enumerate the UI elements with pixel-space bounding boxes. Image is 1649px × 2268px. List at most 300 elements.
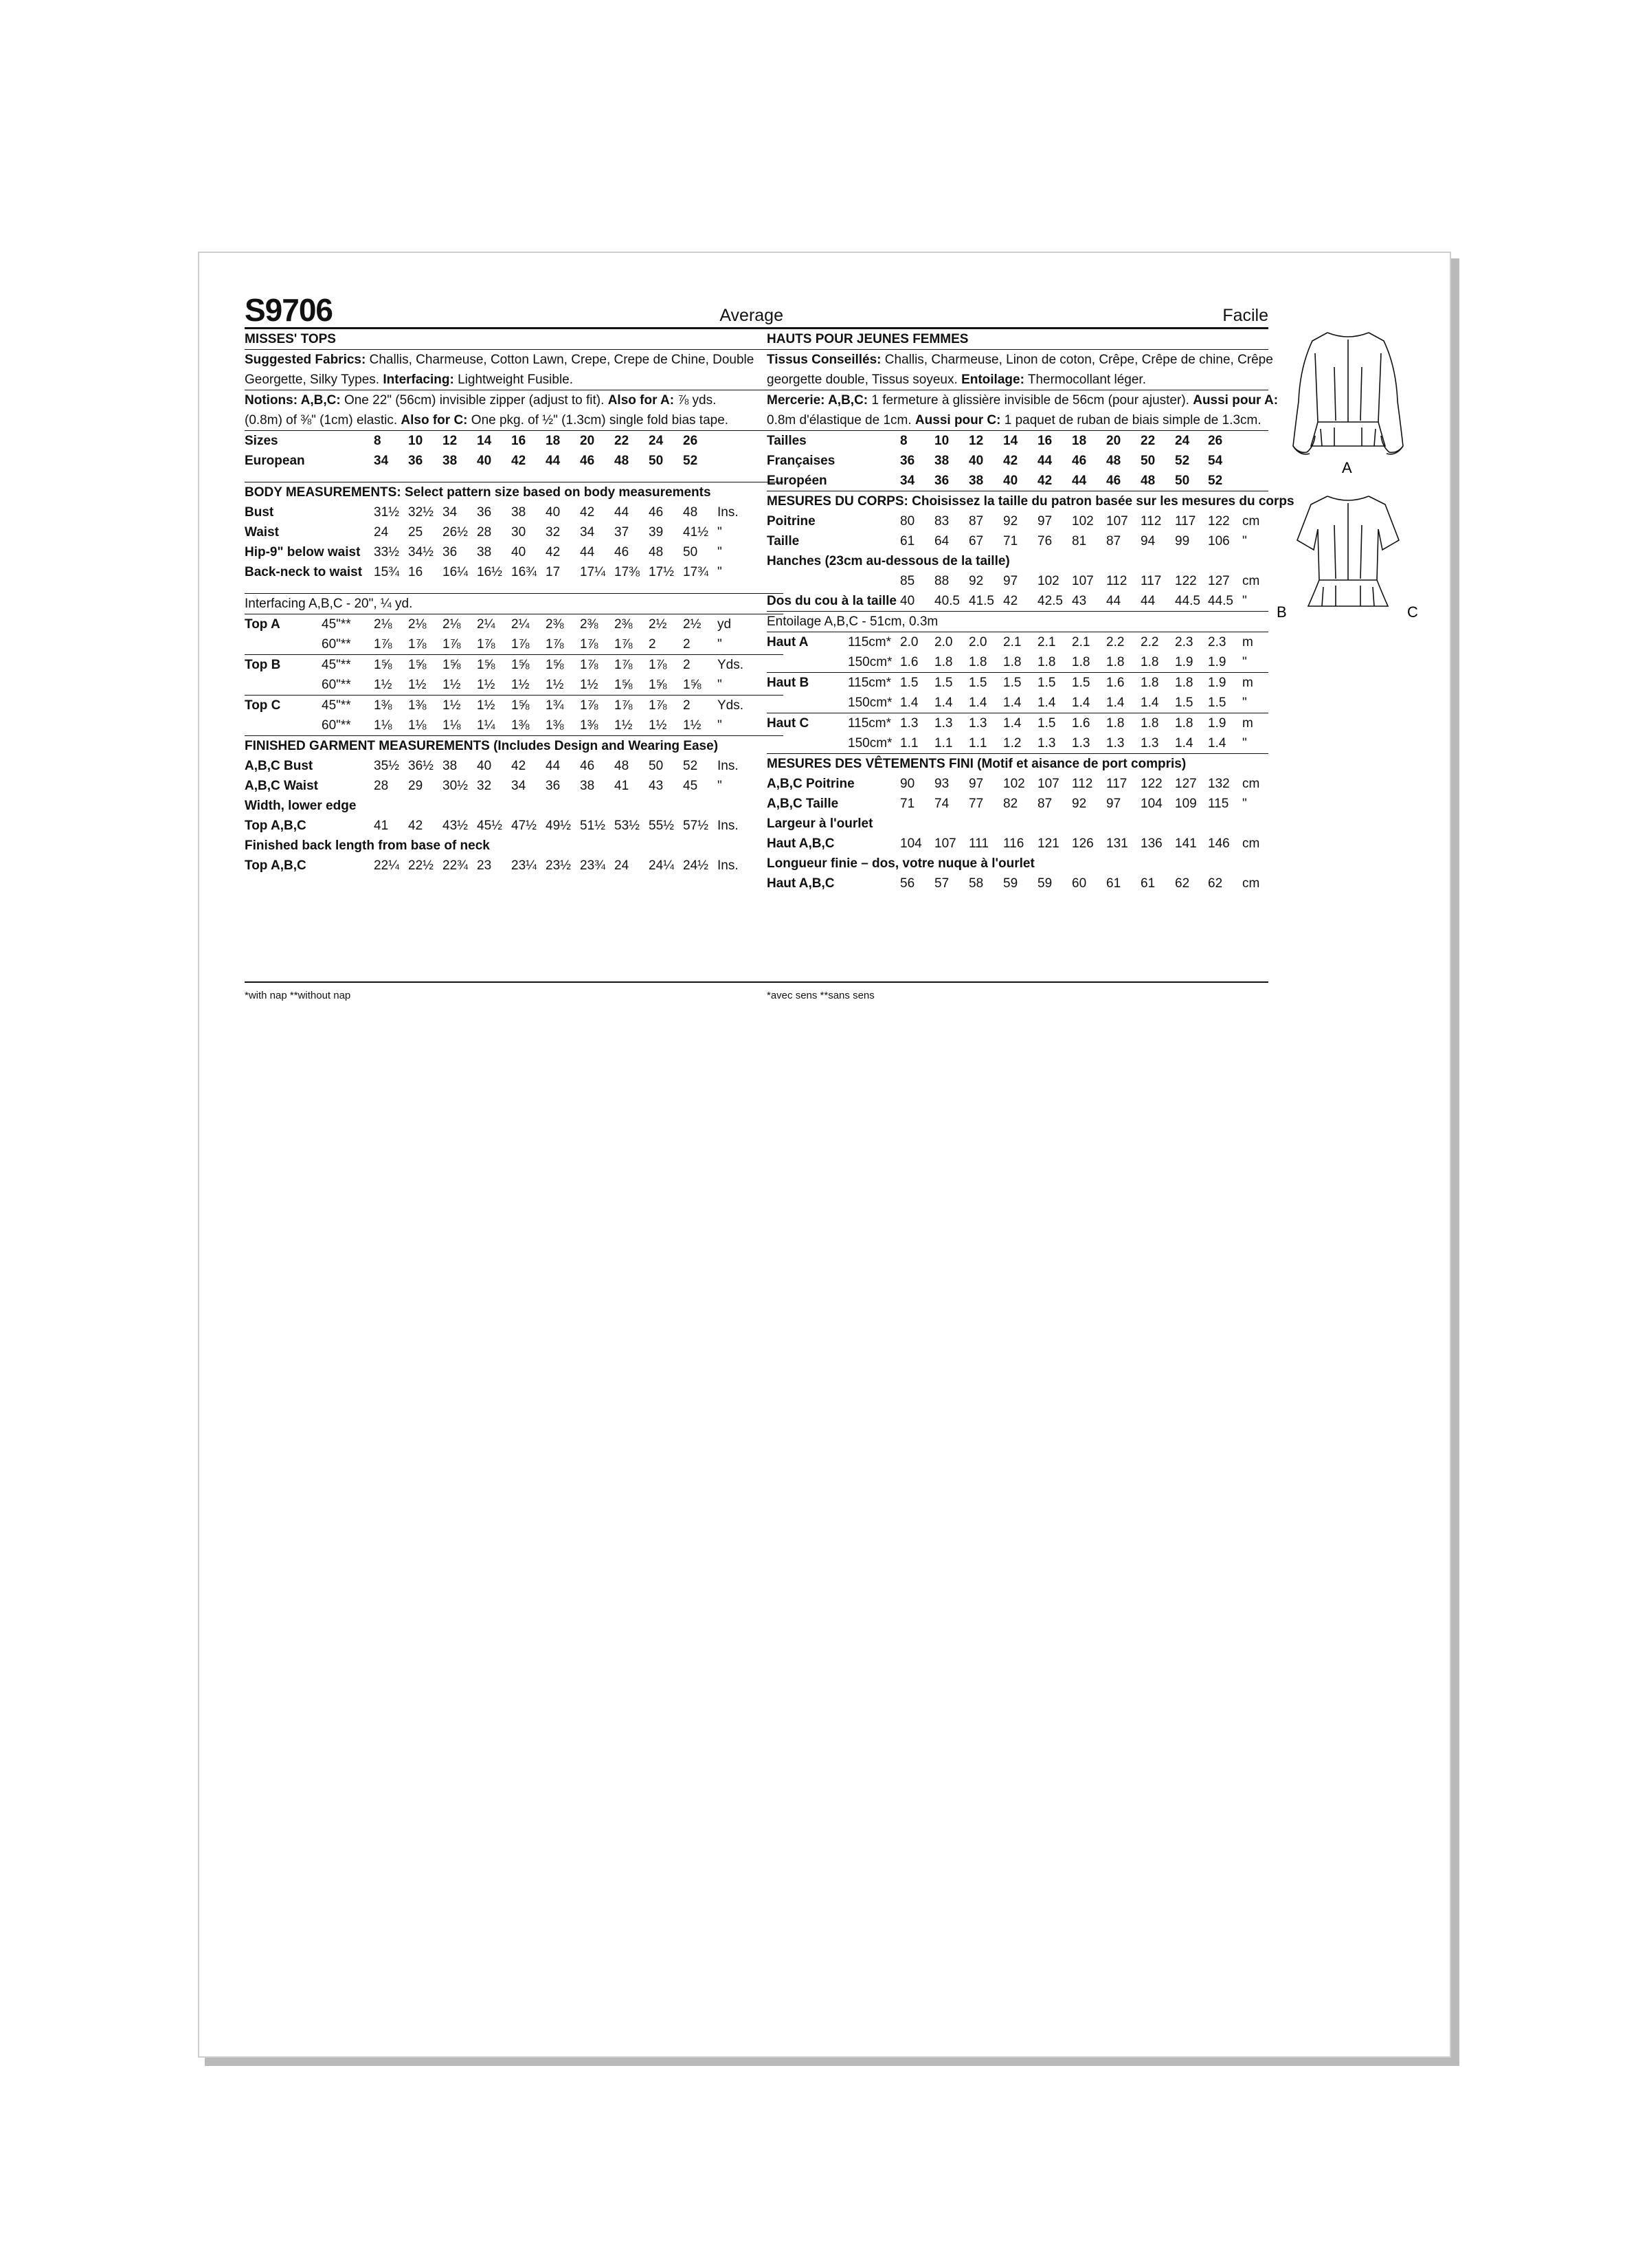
cell-value: 99: [1175, 534, 1190, 548]
cell-value: 97: [1106, 797, 1121, 811]
sizes-row-fr: [767, 431, 1268, 451]
unit-label: cm: [1242, 574, 1260, 588]
footnote-fr: *avec sens **sans sens: [767, 990, 875, 1001]
cell-value: 1.9: [1208, 676, 1226, 690]
cell-value: 1.4: [900, 696, 919, 710]
cell-value: 82: [1003, 797, 1018, 811]
unit-label: m: [1242, 676, 1253, 690]
cell-value: 112: [1072, 777, 1093, 791]
view-label: Top B: [245, 658, 281, 672]
cell-value: 52: [683, 759, 698, 773]
cell-value: 50: [1141, 454, 1156, 468]
section-title-fr: HAUTS POUR JEUNES FEMMES: [767, 332, 969, 346]
cell-value: 1⅜: [511, 718, 530, 733]
cell-value: 146: [1208, 836, 1230, 851]
measurement-row: [767, 551, 1268, 571]
french-header: [767, 296, 1268, 329]
cell-value: 122: [1208, 514, 1230, 529]
cell-value: 71: [900, 797, 915, 811]
cell-value: 2⅛: [408, 617, 427, 632]
pattern-code: S9706: [245, 292, 333, 328]
cell-value: 32½: [408, 505, 434, 520]
cell-value: 30: [511, 525, 526, 540]
cell-value: 45: [683, 779, 698, 793]
cell-value: 2½: [683, 617, 702, 632]
bold-segment: Mercerie: A,B,C:: [767, 393, 868, 408]
cell-value: 1⅞: [580, 658, 598, 672]
row-label: Hip-9" below waist: [245, 545, 361, 559]
cell-value: 1½: [511, 678, 530, 692]
cell-value: 23½: [546, 858, 571, 873]
cell-value: 16: [408, 565, 423, 579]
cell-value: 62: [1175, 876, 1190, 891]
cell-value: 12: [969, 434, 984, 448]
cell-value: 1.6: [1072, 716, 1090, 731]
cell-value: 34: [442, 505, 458, 520]
cell-value: 44: [1106, 594, 1121, 608]
fabric-width: 60"**: [322, 718, 351, 733]
cell-value: 22¾: [442, 858, 468, 873]
cell-value: 14: [477, 434, 492, 448]
cell-value: 71: [1003, 534, 1018, 548]
cell-value: 53½: [614, 819, 640, 833]
cell-value: 1⅝: [477, 658, 495, 672]
cell-value: 48: [614, 454, 629, 468]
cell-value: 122: [1141, 777, 1163, 791]
unit-label: ": [717, 779, 722, 793]
cell-value: 76: [1037, 534, 1053, 548]
cell-value: 1.8: [969, 655, 987, 669]
measurement-row: [245, 542, 783, 562]
cell-value: 1.4: [1037, 696, 1056, 710]
cell-value: 35½: [374, 759, 399, 773]
row-label: Width, lower edge: [245, 799, 357, 813]
unit-label: ": [717, 637, 722, 652]
cell-value: 62: [1208, 876, 1223, 891]
cell-value: 24: [649, 434, 664, 448]
cell-value: 2: [683, 637, 691, 652]
cell-value: 24: [614, 858, 629, 873]
cell-value: 1.4: [1106, 696, 1125, 710]
row-label: Bust: [245, 505, 274, 520]
cell-value: 97: [1003, 574, 1018, 588]
cell-value: 42: [1037, 474, 1053, 488]
bold-segment: Also for A:: [607, 393, 675, 408]
unit-label: Yds.: [717, 658, 744, 672]
cell-value: 22¼: [374, 858, 399, 873]
cell-value: 1⅞: [374, 637, 392, 652]
european-sizes-row-fr: [767, 471, 1268, 491]
cell-value: 36: [900, 454, 915, 468]
cell-value: 46: [1106, 474, 1121, 488]
cell-value: 67: [969, 534, 984, 548]
cell-value: 34: [511, 779, 526, 793]
bold-segment: Suggested Fabrics:: [245, 353, 366, 367]
text-line: [245, 370, 783, 390]
cell-value: 37: [614, 525, 629, 540]
yardage-row: [767, 632, 1268, 652]
body-measurements-title: BODY MEASUREMENTS: Select pattern size based on body measurements: [245, 485, 711, 500]
cell-value: 44: [1072, 474, 1087, 488]
cell-value: 1⅞: [442, 637, 461, 652]
row-label: Longueur finie – dos, votre nuque à l'ourlet: [767, 856, 1035, 871]
measurement-row: [245, 522, 783, 542]
cell-value: 42.5: [1037, 594, 1063, 608]
cell-value: 77: [969, 797, 984, 811]
cell-value: 24¼: [649, 858, 674, 873]
text-segment: (0.8m) of ⅜" (1cm) elastic.: [245, 413, 401, 427]
cell-value: 61: [900, 534, 915, 548]
cell-value: 40: [477, 454, 492, 468]
cell-value: 1.4: [1208, 736, 1226, 751]
cell-value: 28: [477, 525, 492, 540]
bold-segment: Interfacing:: [383, 373, 454, 387]
garment-sketches: [1272, 326, 1424, 621]
fabric-width: 60"**: [322, 678, 351, 692]
cell-value: 1⅞: [408, 637, 427, 652]
cell-value: 50: [649, 759, 664, 773]
cell-value: 1.5: [1175, 696, 1193, 710]
cell-value: 16: [511, 434, 526, 448]
body-measurements-table: [245, 502, 783, 582]
fabric-width: 45"**: [322, 658, 351, 672]
cell-value: 1⅝: [408, 658, 427, 672]
unit-label: ": [1242, 736, 1247, 751]
cell-value: 1½: [614, 718, 633, 733]
cell-value: 39: [649, 525, 664, 540]
cell-value: 1.3: [1072, 736, 1090, 751]
cell-value: 50: [649, 454, 664, 468]
cell-value: 2: [683, 698, 691, 713]
cell-value: 42: [580, 505, 595, 520]
cell-value: 1.1: [969, 736, 987, 751]
cell-value: 87: [969, 514, 984, 529]
yardage-table: [245, 614, 783, 736]
text-line: [245, 410, 783, 430]
cell-value: 1⅞: [649, 698, 667, 713]
cell-value: 92: [969, 574, 984, 588]
fabric-width: 115cm*: [848, 716, 892, 731]
cell-value: 44.5: [1208, 594, 1233, 608]
european-sizes-row: [245, 451, 783, 471]
unit-label: ": [717, 565, 722, 579]
cell-value: 52: [1175, 454, 1190, 468]
cell-value: 121: [1037, 836, 1059, 851]
view-a-label: A: [1342, 459, 1352, 476]
unit-label: cm: [1242, 876, 1260, 891]
cell-value: 43½: [442, 819, 468, 833]
cell-value: 117: [1141, 574, 1162, 588]
cell-value: 1.8: [1037, 655, 1056, 669]
text-segment: georgette double, Tissus soyeux.: [767, 373, 962, 387]
section-title: MISSES' TOPS: [245, 332, 336, 346]
cell-value: 40: [546, 505, 561, 520]
row-label: European: [245, 454, 305, 468]
row-label: Poitrine: [767, 514, 816, 529]
cell-value: 1⅝: [683, 678, 702, 692]
row-label: A,B,C Taille: [767, 797, 839, 811]
cell-value: 38: [580, 779, 595, 793]
cell-value: 38: [511, 505, 526, 520]
cell-value: 50: [1175, 474, 1190, 488]
row-label: Back-neck to waist: [245, 565, 363, 579]
cell-value: 1½: [580, 678, 598, 692]
cell-value: 112: [1141, 514, 1162, 529]
cell-value: 1⅜: [374, 698, 392, 713]
text-segment: One pkg. of ½" (1.3cm) single fold bias tape.: [467, 413, 729, 427]
cell-value: 93: [934, 777, 950, 791]
cell-value: 1.5: [1037, 676, 1056, 690]
row-label: Françaises: [767, 454, 835, 468]
cell-value: 52: [683, 454, 698, 468]
cell-value: 48: [683, 505, 698, 520]
unit-label: ": [717, 525, 722, 540]
cell-value: 40: [1003, 474, 1018, 488]
cell-value: 1.4: [1072, 696, 1090, 710]
cell-value: 42: [511, 454, 526, 468]
cell-value: 41: [374, 819, 389, 833]
cell-value: 18: [1072, 434, 1087, 448]
measurement-row: [245, 836, 783, 856]
cell-value: 40.5: [934, 594, 960, 608]
cell-value: 38: [442, 454, 458, 468]
cell-value: 54: [1208, 454, 1223, 468]
cell-value: 141: [1175, 836, 1197, 851]
fabric-width: 60"**: [322, 637, 351, 652]
cell-value: 1⅛: [408, 718, 427, 733]
measurement-row: [767, 814, 1268, 834]
cell-value: 1¼: [477, 718, 495, 733]
cell-value: 1.5: [1003, 676, 1022, 690]
cell-value: 34: [374, 454, 389, 468]
cell-value: 12: [442, 434, 458, 448]
cell-value: 109: [1175, 797, 1197, 811]
cell-value: 46: [649, 505, 664, 520]
bold-segment: Aussi pour A:: [1193, 393, 1279, 408]
text-segment: One 22" (56cm) invisible zipper (adjust to fit).: [340, 393, 608, 408]
cell-value: 115: [1208, 797, 1229, 811]
interfacing-line: Interfacing A,B,C - 20", ¼ yd.: [245, 597, 413, 611]
view-c-label: C: [1407, 603, 1418, 621]
cell-value: 97: [969, 777, 984, 791]
cell-value: 1⅞: [580, 637, 598, 652]
cell-value: 2⅛: [374, 617, 392, 632]
cell-value: 2.2: [1106, 635, 1125, 649]
view-label: Haut A: [767, 635, 809, 649]
cell-value: 1.3: [969, 716, 987, 731]
cell-value: 16¾: [511, 565, 537, 579]
cell-value: 90: [900, 777, 915, 791]
cell-value: 2.0: [934, 635, 953, 649]
cell-value: 42: [1003, 594, 1018, 608]
difficulty-level: Average: [719, 306, 783, 325]
text-line: [767, 410, 1268, 430]
view-a-sketch: [1272, 326, 1424, 621]
cell-value: 1⅝: [614, 678, 633, 692]
cell-value: 14: [1003, 434, 1018, 448]
cell-value: 22: [614, 434, 629, 448]
cell-value: 1⅞: [511, 637, 530, 652]
cell-value: 1.9: [1208, 716, 1226, 731]
cell-value: 1.4: [1003, 696, 1022, 710]
cell-value: 80: [900, 514, 915, 529]
view-label: Haut B: [767, 676, 809, 690]
cell-value: 44: [546, 454, 561, 468]
cell-value: 112: [1106, 574, 1128, 588]
interfacing-line-fr: Entoilage A,B,C - 51cm, 0.3m: [767, 614, 939, 629]
finished-measurements-table: [245, 756, 783, 876]
cell-value: 104: [1141, 797, 1163, 811]
measurement-row: [767, 774, 1268, 794]
cell-value: 60: [1072, 876, 1087, 891]
unit-label: ": [1242, 797, 1247, 811]
cell-value: 1.5: [1037, 716, 1056, 731]
cell-value: 1⅝: [546, 658, 564, 672]
cell-value: 1.8: [1072, 655, 1090, 669]
cell-value: 1⅝: [374, 658, 392, 672]
view-label: Haut C: [767, 716, 809, 731]
cell-value: 102: [1072, 514, 1094, 529]
cell-value: 46: [1072, 454, 1087, 468]
row-label: Européen: [767, 474, 827, 488]
cell-value: 2½: [649, 617, 667, 632]
bold-segment: Tissus Conseillés:: [767, 353, 882, 367]
measurement-row: [767, 571, 1268, 591]
cell-value: 1½: [546, 678, 564, 692]
cell-value: 42: [511, 759, 526, 773]
cell-value: 61: [1141, 876, 1156, 891]
cell-value: 40: [477, 759, 492, 773]
cell-value: 40: [511, 545, 526, 559]
cell-value: 1½: [683, 718, 702, 733]
cell-value: 41: [614, 779, 629, 793]
cell-value: 127: [1175, 777, 1197, 791]
measurement-row: [767, 511, 1268, 531]
row-label: A,B,C Bust: [245, 759, 313, 773]
size-chart-fr: [767, 431, 1268, 491]
cell-value: 24½: [683, 858, 708, 873]
finished-measurements-title-fr: MESURES DES VÊTEMENTS FINI (Motif et aisance de port compris): [767, 757, 1187, 771]
unit-label: ": [717, 545, 722, 559]
cell-value: 8: [374, 434, 381, 448]
cell-value: 74: [934, 797, 950, 811]
cell-value: 20: [1106, 434, 1121, 448]
cell-value: 102: [1003, 777, 1025, 791]
unit-label: cm: [1242, 777, 1260, 791]
cell-value: 22½: [408, 858, 434, 873]
cell-value: 50: [683, 545, 698, 559]
fabric-width: 45"**: [322, 617, 351, 632]
cell-value: 1.1: [934, 736, 953, 751]
cell-value: 43: [1072, 594, 1087, 608]
cell-value: 1⅞: [614, 658, 633, 672]
cell-value: 1.3: [1141, 736, 1159, 751]
cell-value: 58: [969, 876, 984, 891]
cell-value: 44: [1037, 454, 1053, 468]
body-measurements-table-fr: [767, 511, 1268, 611]
cell-value: 1.5: [934, 676, 953, 690]
cell-value: 1.4: [934, 696, 953, 710]
cell-value: 1⅝: [511, 658, 530, 672]
unit-label: yd: [717, 617, 732, 632]
cell-value: 48: [649, 545, 664, 559]
cell-value: 83: [934, 514, 950, 529]
yardage-row: [767, 733, 1268, 753]
unit-label: m: [1242, 635, 1253, 649]
cell-value: 127: [1208, 574, 1230, 588]
cell-value: 25: [408, 525, 423, 540]
footnote-rule-fr: [767, 981, 1268, 983]
cell-value: 107: [1037, 777, 1059, 791]
cell-value: 44.5: [1175, 594, 1200, 608]
cell-value: 42: [408, 819, 423, 833]
finished-measurements-table-fr: [767, 774, 1268, 893]
cell-value: 26½: [442, 525, 468, 540]
cell-value: 16: [1037, 434, 1053, 448]
unit-label: Ins.: [717, 505, 739, 520]
unit-label: Ins.: [717, 819, 739, 833]
english-header: [245, 292, 783, 329]
sizes-row: [245, 431, 783, 451]
fabric-width: 115cm*: [848, 635, 892, 649]
cell-value: 1.8: [1175, 676, 1193, 690]
fabrics-text-fr: [767, 350, 1273, 390]
cell-value: 36½: [408, 759, 434, 773]
cell-value: 17¾: [683, 565, 708, 579]
cell-value: 8: [900, 434, 908, 448]
yardage-row: [767, 673, 1268, 693]
fabrics-text: [245, 350, 783, 390]
text-line: [245, 350, 783, 370]
cell-value: 2⅜: [614, 617, 633, 632]
cell-value: 116: [1003, 836, 1024, 851]
cell-value: 46: [580, 454, 595, 468]
cell-value: 10: [408, 434, 423, 448]
cell-value: 44: [580, 545, 595, 559]
cell-value: 40: [900, 594, 915, 608]
fabric-width: 115cm*: [848, 676, 892, 690]
cell-value: 92: [1003, 514, 1018, 529]
cell-value: 1.4: [1175, 736, 1193, 751]
unit-label: ": [1242, 696, 1247, 710]
cell-value: 32: [546, 525, 561, 540]
cell-value: 20: [580, 434, 595, 448]
text-line: [245, 390, 783, 410]
cell-value: 1¾: [546, 698, 564, 713]
cell-value: 1⅜: [408, 698, 427, 713]
cell-value: 1.8: [1175, 716, 1193, 731]
cell-value: 81: [1072, 534, 1087, 548]
cell-value: 1.3: [1037, 736, 1056, 751]
cell-value: 42: [1003, 454, 1018, 468]
text-segment: 0.8m d'élastique de 1cm.: [767, 413, 915, 427]
row-label: Taille: [767, 534, 800, 548]
cell-value: 55½: [649, 819, 674, 833]
row-label: Largeur à l'ourlet: [767, 816, 873, 831]
measurement-row: [245, 796, 783, 816]
cell-value: 1.6: [1106, 676, 1125, 690]
cell-value: 32: [477, 779, 492, 793]
unit-label: ": [1242, 534, 1247, 548]
cell-value: 1.5: [1208, 696, 1226, 710]
cell-value: 1½: [374, 678, 392, 692]
cell-value: 2.2: [1141, 635, 1159, 649]
footnote-rule: [245, 981, 783, 983]
cell-value: 59: [1037, 876, 1053, 891]
bold-segment: Also for C:: [401, 413, 468, 427]
cell-value: 107: [1106, 514, 1128, 529]
bold-segment: Aussi pour C:: [915, 413, 1001, 427]
